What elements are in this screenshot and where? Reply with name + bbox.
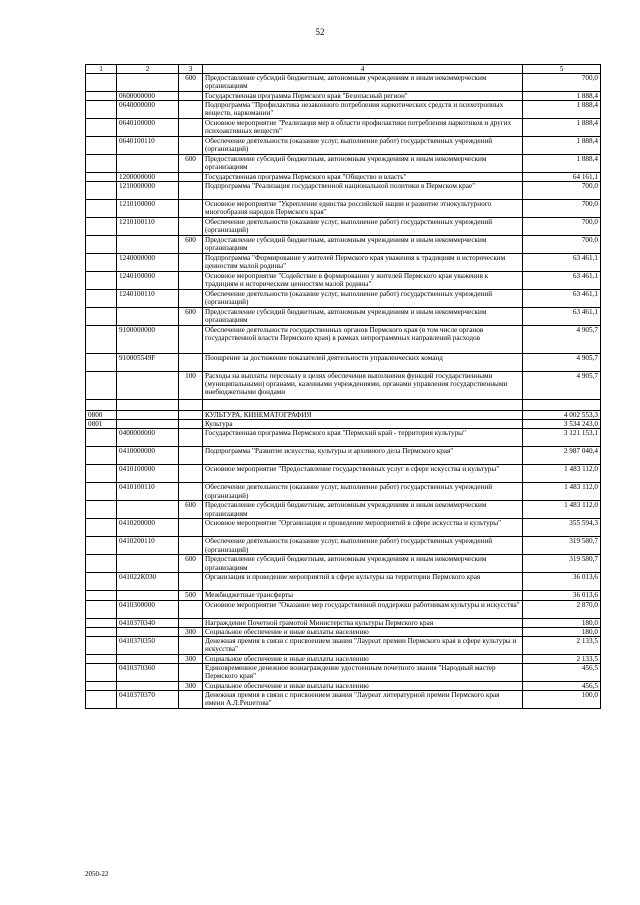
expense-type-cell: 600 — [179, 308, 203, 326]
header-col-5: 5 — [523, 65, 601, 74]
expense-type-cell — [179, 290, 203, 308]
expense-type-cell: 600 — [179, 236, 203, 254]
item-name-cell: Обеспечение деятельности государственных органов Пермского края (в том числе органов государственной власти Пермского края) в рамках непрограммных направлений расходов — [203, 326, 523, 354]
target-code-cell: 0410000000 — [117, 447, 179, 465]
expense-type-cell: 600 — [179, 555, 203, 573]
table-row — [86, 119, 601, 137]
table-row — [86, 618, 601, 627]
amount-cell: 4 905,7 — [523, 354, 601, 372]
section-code-cell — [86, 254, 117, 272]
target-code-cell: 041022К030 — [117, 573, 179, 591]
expense-type-cell — [179, 636, 203, 654]
amount-cell: 2 870,0 — [523, 600, 601, 618]
item-name-cell: Культура — [203, 420, 523, 429]
amount-cell: 1 888,4 — [523, 119, 601, 137]
table-row — [86, 636, 601, 654]
section-code-cell — [86, 74, 117, 92]
section-code-cell — [86, 236, 117, 254]
target-code-cell: 0410370350 — [117, 636, 179, 654]
table-row — [86, 101, 601, 119]
amount-cell: 1 483 112,0 — [523, 465, 601, 483]
item-name-cell: Предоставление субсидий бюджетным, автономным учреждениям и иным некоммерческим организациям — [203, 74, 523, 92]
target-code-cell: 0400000000 — [117, 429, 179, 447]
item-name-cell: Основное мероприятие "Организация и проведение мероприятий в сфере искусства и культуры" — [203, 519, 523, 537]
item-name-cell: Государственная программа Пермского края "Пермский край - территория культуры" — [203, 429, 523, 447]
amount-cell: 63 461,1 — [523, 272, 601, 290]
table-row — [86, 400, 601, 411]
amount-cell — [523, 400, 601, 411]
section-code-cell — [86, 155, 117, 173]
amount-cell: 2 133,5 — [523, 636, 601, 654]
amount-cell: 319 580,7 — [523, 537, 601, 555]
amount-cell: 63 461,1 — [523, 308, 601, 326]
section-code-cell — [86, 429, 117, 447]
expense-type-cell — [179, 173, 203, 182]
amount-cell: 4 905,7 — [523, 372, 601, 400]
section-code-cell — [86, 573, 117, 591]
table-row — [86, 573, 601, 591]
expense-type-cell: 600 — [179, 155, 203, 173]
expense-type-cell — [179, 101, 203, 119]
amount-cell: 456,5 — [523, 681, 601, 690]
expense-type-cell — [179, 573, 203, 591]
expense-type-cell: 300 — [179, 681, 203, 690]
section-code-cell — [86, 663, 117, 681]
section-code-cell — [86, 627, 117, 636]
expense-type-cell — [179, 483, 203, 501]
target-code-cell — [117, 308, 179, 326]
table-row — [86, 690, 601, 708]
header-col-1: 1 — [86, 65, 117, 74]
table-row — [86, 411, 601, 420]
item-name-cell: Социальное обеспечение и иные выплаты населению — [203, 681, 523, 690]
section-code-cell — [86, 555, 117, 573]
target-code-cell: 910005549F — [117, 354, 179, 372]
amount-cell: 36 013,6 — [523, 573, 601, 591]
expense-type-cell — [179, 272, 203, 290]
expense-type-cell — [179, 354, 203, 372]
target-code-cell — [117, 372, 179, 400]
expense-type-cell: 100 — [179, 372, 203, 400]
section-code-cell: 0801 — [86, 420, 117, 429]
amount-cell: 700,0 — [523, 218, 601, 236]
expense-type-cell — [179, 200, 203, 218]
table-row — [86, 420, 601, 429]
item-name-cell: Денежная премия в связи с присвоением звания "Лауреат литературной премии Пермского края имени А.Л.Решетова" — [203, 690, 523, 708]
section-code-cell — [86, 137, 117, 155]
section-code-cell — [86, 308, 117, 326]
item-name-cell: Государственная программа Пермского края "Общество и власть" — [203, 173, 523, 182]
table-row — [86, 501, 601, 519]
expense-type-cell: 500 — [179, 591, 203, 600]
table-row — [86, 537, 601, 555]
target-code-cell — [117, 155, 179, 173]
section-code-cell — [86, 173, 117, 182]
expense-type-cell — [179, 519, 203, 537]
amount-cell: 3 534 243,0 — [523, 420, 601, 429]
amount-cell: 700,0 — [523, 236, 601, 254]
section-code-cell — [86, 92, 117, 101]
table-row — [86, 74, 601, 92]
item-name-cell: Предоставление субсидий бюджетным, автономным учреждениям и иным некоммерческим организациям — [203, 555, 523, 573]
target-code-cell — [117, 627, 179, 636]
table-row — [86, 137, 601, 155]
header-col-3: 3 — [179, 65, 203, 74]
expense-type-cell — [179, 411, 203, 420]
item-name-cell: Предоставление субсидий бюджетным, автономным учреждениям и иным некоммерческим организациям — [203, 501, 523, 519]
section-code-cell — [86, 354, 117, 372]
target-code-cell: 0640100000 — [117, 119, 179, 137]
table-row — [86, 308, 601, 326]
amount-cell: 180,0 — [523, 618, 601, 627]
target-code-cell: 1240100000 — [117, 272, 179, 290]
amount-cell: 1 888,4 — [523, 101, 601, 119]
target-code-cell: 9100000000 — [117, 326, 179, 354]
section-code-cell — [86, 272, 117, 290]
expense-type-cell: 300 — [179, 627, 203, 636]
table-row — [86, 92, 601, 101]
item-name-cell: Обеспечение деятельности (оказание услуг, выполнение работ) государственных учреждений (организаций) — [203, 290, 523, 308]
item-name-cell: Межбюджетные трансферты — [203, 591, 523, 600]
amount-cell: 1 888,4 — [523, 155, 601, 173]
target-code-cell — [117, 74, 179, 92]
table-row — [86, 627, 601, 636]
item-name-cell: Обеспечение деятельности (оказание услуг, выполнение работ) государственных учреждений (организаций) — [203, 483, 523, 501]
target-code-cell — [117, 400, 179, 411]
amount-cell: 2 133,5 — [523, 654, 601, 663]
table-row — [86, 200, 601, 218]
table-row — [86, 272, 601, 290]
expense-type-cell — [179, 618, 203, 627]
section-code-cell — [86, 200, 117, 218]
target-code-cell: 1240100110 — [117, 290, 179, 308]
amount-cell: 319 580,7 — [523, 555, 601, 573]
item-name-cell: Денежная премия в связи с присвоением звания "Лауреат премии Пермского края в сфере культуры и искусства" — [203, 636, 523, 654]
table-row — [86, 155, 601, 173]
amount-cell: 700,0 — [523, 200, 601, 218]
target-code-cell: 1240000000 — [117, 254, 179, 272]
amount-cell: 700,0 — [523, 182, 601, 200]
expense-type-cell — [179, 218, 203, 236]
budget-table-body — [86, 65, 601, 709]
target-code-cell: 0410300000 — [117, 600, 179, 618]
expense-type-cell — [179, 537, 203, 555]
amount-cell: 456,5 — [523, 663, 601, 681]
header-col-4: 4 — [203, 65, 523, 74]
section-code-cell — [86, 218, 117, 236]
item-name-cell: Подпрограмма "Профилактика незаконного потребления наркотических средств и психотропных веществ, наркомании" — [203, 101, 523, 119]
item-name-cell: Организация и проведение мероприятий в сфере культуры на территории Пермского края — [203, 573, 523, 591]
target-code-cell: 1200000000 — [117, 173, 179, 182]
section-code-cell — [86, 447, 117, 465]
expense-type-cell: 300 — [179, 654, 203, 663]
table-row — [86, 483, 601, 501]
item-name-cell: Основное мероприятие "Укрепление единства российской нации и развитие этнокультурного многообразия народов Пермского края" — [203, 200, 523, 218]
section-code-cell — [86, 501, 117, 519]
expense-type-cell: 600 — [179, 501, 203, 519]
section-code-cell — [86, 400, 117, 411]
target-code-cell: 0410100110 — [117, 483, 179, 501]
target-code-cell — [117, 236, 179, 254]
target-code-cell: 0640100110 — [117, 137, 179, 155]
amount-cell: 4 002 553,3 — [523, 411, 601, 420]
amount-cell: 2 987 040,4 — [523, 447, 601, 465]
expense-type-cell: 600 — [179, 74, 203, 92]
expense-type-cell — [179, 400, 203, 411]
table-row — [86, 218, 601, 236]
section-code-cell — [86, 690, 117, 708]
item-name-cell: Расходы на выплаты персоналу в целях обеспечения выполнения функций государственными (муниципальными) органами, казенными учреждениями, органами управления государственными внебюджетными фондами — [203, 372, 523, 400]
table-row — [86, 447, 601, 465]
section-code-cell — [86, 372, 117, 400]
target-code-cell — [117, 501, 179, 519]
item-name-cell: Основное мероприятие "Реализация мер в области профилактики потребления наркотиков и других психоактивных веществ" — [203, 119, 523, 137]
section-code-cell — [86, 636, 117, 654]
target-code-cell: 0600000000 — [117, 92, 179, 101]
item-name-cell: Предоставление субсидий бюджетным, автономным учреждениям и иным некоммерческим организациям — [203, 155, 523, 173]
amount-cell: 1 888,4 — [523, 92, 601, 101]
expense-type-cell — [179, 326, 203, 354]
amount-cell: 1 483 112,0 — [523, 501, 601, 519]
item-name-cell: Подпрограмма "Реализация государственной национальной политики в Пермском крае" — [203, 182, 523, 200]
table-row — [86, 254, 601, 272]
item-name-cell: Поощрение за достижение показателей деятельности управленческих команд — [203, 354, 523, 372]
section-code-cell — [86, 465, 117, 483]
expense-type-cell — [179, 182, 203, 200]
section-code-cell — [86, 519, 117, 537]
expense-type-cell — [179, 254, 203, 272]
budget-table — [85, 64, 601, 709]
item-name-cell: Государственная программа Пермского края "Безопасный регион" — [203, 92, 523, 101]
target-code-cell: 0410200110 — [117, 537, 179, 555]
expense-type-cell — [179, 690, 203, 708]
item-name-cell: Обеспечение деятельности (оказание услуг, выполнение работ) государственных учреждений (организаций) — [203, 218, 523, 236]
expense-type-cell — [179, 420, 203, 429]
amount-cell: 355 594,3 — [523, 519, 601, 537]
table-row — [86, 173, 601, 182]
amount-cell: 4 905,7 — [523, 326, 601, 354]
target-code-cell — [117, 420, 179, 429]
target-code-cell: 0410370370 — [117, 690, 179, 708]
item-name-cell: Социальное обеспечение и иные выплаты населению — [203, 627, 523, 636]
amount-cell: 1 888,4 — [523, 137, 601, 155]
amount-cell: 3 121 153,1 — [523, 429, 601, 447]
table-row — [86, 465, 601, 483]
item-name-cell: Награждение Почетной грамотой Министерства культуры Пермского края — [203, 618, 523, 627]
target-code-cell: 0640000000 — [117, 101, 179, 119]
table-header-row — [86, 65, 601, 74]
table-row — [86, 290, 601, 308]
amount-cell: 1 483 112,0 — [523, 483, 601, 501]
expense-type-cell — [179, 137, 203, 155]
table-row — [86, 591, 601, 600]
section-code-cell — [86, 591, 117, 600]
header-col-2: 2 — [117, 65, 179, 74]
item-name-cell: Единовременное денежное вознаграждение удостоенным почетного звания "Народный мастер Пермского края" — [203, 663, 523, 681]
table-row — [86, 519, 601, 537]
target-code-cell: 0410370340 — [117, 618, 179, 627]
expense-type-cell — [179, 119, 203, 137]
item-name-cell: КУЛЬТУРА, КИНЕМАТОГРАФИЯ — [203, 411, 523, 420]
target-code-cell — [117, 555, 179, 573]
page-number: 52 — [315, 27, 325, 37]
item-name-cell: Основное мероприятие "Содействие в формировании у жителей Пермского края уважения к традициям и историческим ценностям малой родины" — [203, 272, 523, 290]
expense-type-cell — [179, 447, 203, 465]
table-row — [86, 600, 601, 618]
section-code-cell — [86, 654, 117, 663]
section-code-cell: 0800 — [86, 411, 117, 420]
target-code-cell — [117, 681, 179, 690]
section-code-cell — [86, 326, 117, 354]
item-name-cell: Основное мероприятие "Предоставление государственных услуг в сфере искусства и культуры" — [203, 465, 523, 483]
section-code-cell — [86, 600, 117, 618]
amount-cell: 64 161,1 — [523, 173, 601, 182]
section-code-cell — [86, 290, 117, 308]
section-code-cell — [86, 182, 117, 200]
table-row — [86, 326, 601, 354]
item-name-cell: Обеспечение деятельности (оказание услуг, выполнение работ) государственных учреждений (организаций) — [203, 137, 523, 155]
table-row — [86, 681, 601, 690]
target-code-cell — [117, 591, 179, 600]
expense-type-cell — [179, 600, 203, 618]
section-code-cell — [86, 101, 117, 119]
section-code-cell — [86, 618, 117, 627]
item-name-cell: Подпрограмма "Развитие искусства, культуры и архивного дела Пермского края" — [203, 447, 523, 465]
table-row — [86, 372, 601, 400]
expense-type-cell — [179, 465, 203, 483]
table-row — [86, 182, 601, 200]
footer-code: 2050-22 — [85, 870, 109, 878]
item-name-cell: Основное мероприятие "Оказание мер государственной поддержки работникам культуры и искусства" — [203, 600, 523, 618]
table-row — [86, 354, 601, 372]
item-name-cell: Подпрограмма "Формирование у жителей Пермского края уважения к традициям и историческим ценностям малой родины" — [203, 254, 523, 272]
item-name-cell: Обеспечение деятельности (оказание услуг, выполнение работ) государственных учреждений (организаций) — [203, 537, 523, 555]
target-code-cell: 0410100000 — [117, 465, 179, 483]
item-name-cell: Социальное обеспечение и иные выплаты населению — [203, 654, 523, 663]
item-name-cell: Предоставление субсидий бюджетным, автономным учреждениям и иным некоммерческим организациям — [203, 236, 523, 254]
amount-cell: 63 461,1 — [523, 254, 601, 272]
table-row — [86, 429, 601, 447]
table-row — [86, 654, 601, 663]
amount-cell: 63 461,1 — [523, 290, 601, 308]
table-row — [86, 555, 601, 573]
expense-type-cell — [179, 429, 203, 447]
item-name-cell: Предоставление субсидий бюджетным, автономным учреждениям и иным некоммерческим организациям — [203, 308, 523, 326]
amount-cell: 700,0 — [523, 74, 601, 92]
item-name-cell — [203, 400, 523, 411]
expense-type-cell — [179, 92, 203, 101]
amount-cell: 180,0 — [523, 627, 601, 636]
target-code-cell: 1210000000 — [117, 182, 179, 200]
target-code-cell — [117, 411, 179, 420]
section-code-cell — [86, 537, 117, 555]
expense-type-cell — [179, 663, 203, 681]
target-code-cell: 1210100000 — [117, 200, 179, 218]
section-code-cell — [86, 119, 117, 137]
amount-cell: 100,0 — [523, 690, 601, 708]
section-code-cell — [86, 483, 117, 501]
section-code-cell — [86, 681, 117, 690]
target-code-cell — [117, 654, 179, 663]
table-row — [86, 236, 601, 254]
amount-cell: 36 013,6 — [523, 591, 601, 600]
target-code-cell: 0410200000 — [117, 519, 179, 537]
target-code-cell: 0410370360 — [117, 663, 179, 681]
target-code-cell: 1210100110 — [117, 218, 179, 236]
table-row — [86, 663, 601, 681]
